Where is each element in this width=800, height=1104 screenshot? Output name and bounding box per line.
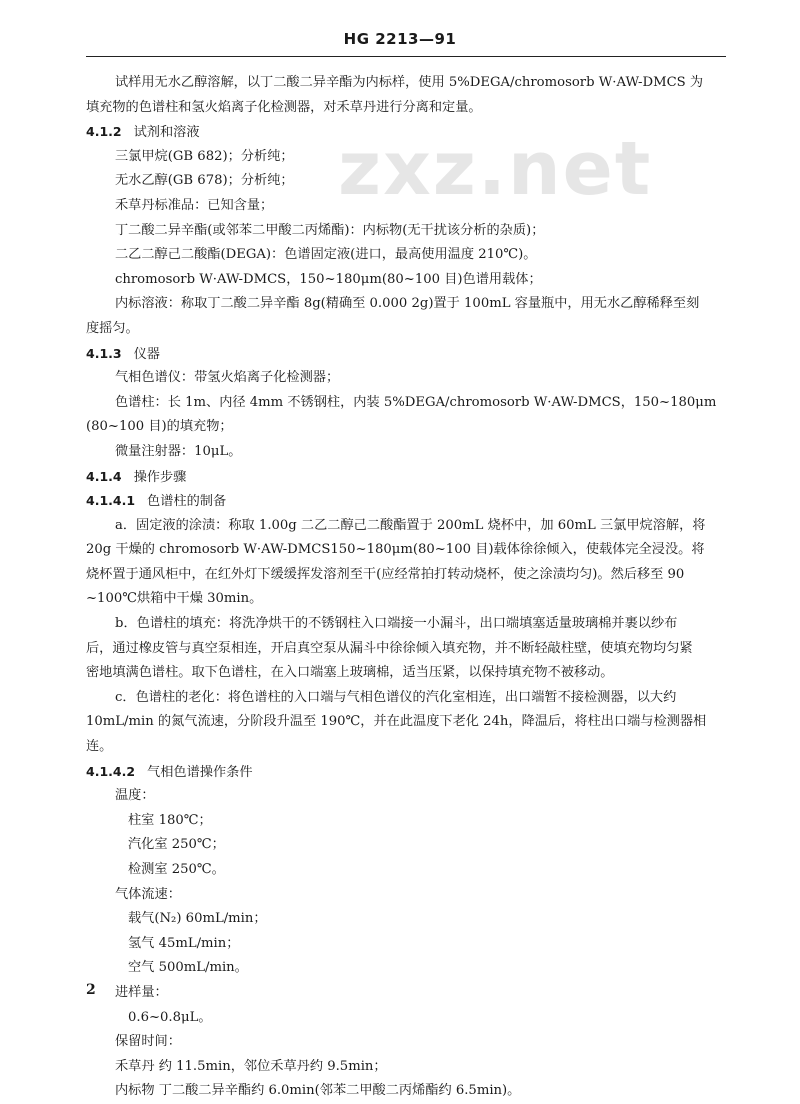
section-title: 气相色谱操作条件 <box>147 764 253 780</box>
retention-item: 内标物 丁二酸二异辛酯约 6.0min(邻苯二甲酸二丙烯酯约 6.5min)。 <box>115 1083 521 1099</box>
step-a-line: a．固定液的涂渍：称取 1.00g 二乙二醇己二酸酯置于 200mL 烧杯中，加 60mL 三氯甲烷溶解，将 <box>115 517 706 533</box>
retention-label: 保留时间： <box>115 1034 181 1050</box>
temperature-item: 柱室 180℃； <box>128 812 212 828</box>
reagent-item: 无水乙醇(GB 678)；分析纯； <box>115 173 294 189</box>
section-heading-4-1-4 <box>86 465 722 490</box>
instrument-item: (80~100 目)的填充物； <box>86 419 233 435</box>
section-heading-4-1-2 <box>86 120 722 145</box>
reagent-item: chromosorb W·AW-DMCS，150~180μm(80~100 目)色谱用载体； <box>115 271 542 287</box>
step-c-line: c．色谱柱的老化：将色谱柱的入口端与气相色谱仪的汽化室相连，出口端暂不接检测器，以大约 <box>115 689 677 705</box>
flow-item: 氢气 45mL/min； <box>128 935 240 951</box>
instrument-item: 色谱柱：长 1m、内径 4mm 不锈钢柱，内装 5%DEGA/chromosorb W·AW-DMCS，150~180μm <box>115 394 717 410</box>
section-heading-4-1-4-1 <box>86 489 722 514</box>
step-c-line: 连。 <box>86 739 113 755</box>
reagent-item: 丁二酸二异辛酯(或邻苯二甲酸二丙烯酯)：内标物(无干扰该分析的杂质)； <box>115 222 545 238</box>
retention-item: 禾草丹 约 11.5min，邻位禾草丹约 9.5min； <box>115 1058 387 1074</box>
page-number: 2 <box>86 982 96 998</box>
temperature-label: 温度： <box>115 788 155 804</box>
flow-item: 载气(N₂) 60mL/min； <box>128 911 267 927</box>
section-heading-4-1-4-2 <box>86 760 722 785</box>
intro-line: 填充物的色谱柱和氢火焰离子化检测器，对禾草丹进行分离和定量。 <box>86 99 482 115</box>
instrument-item: 微量注射器：10μL。 <box>115 443 242 459</box>
step-b-line: 密地填满色谱柱。取下色谱柱，在入口端塞上玻璃棉，适当压紧，以保持填充物不被移动。 <box>86 665 614 681</box>
step-a-line: 烧杯置于通风柜中，在红外灯下缓缓挥发溶剂至干(应经常拍打转动烧杯，使之涂渍均匀)。然后移至 90 <box>86 566 685 582</box>
internal-standard-line: 度摇匀。 <box>86 320 139 336</box>
section-title: 仪器 <box>133 346 160 362</box>
reagent-item: 三氯甲烷(GB 682)；分析纯； <box>115 148 294 164</box>
temperature-item: 汽化室 250℃； <box>128 837 225 853</box>
step-a-line: ~100℃烘箱中干燥 30min。 <box>86 591 263 607</box>
standard-code-header: HG 2213—91 <box>343 30 457 48</box>
internal-standard-line: 内标溶液：称取丁二酸二异辛酯 8g(精确至 0.000 2g)置于 100mL 容量瓶中，用无水乙醇稀释至刻 <box>115 296 700 312</box>
reagent-item: 禾草丹标准品：已知含量； <box>115 197 274 213</box>
section-title: 操作步骤 <box>133 469 187 485</box>
step-c-line: 10mL/min 的氮气流速，分阶段升温至 190℃，并在此温度下老化 24h，降温后，将柱出口端与检测器相 <box>86 714 707 730</box>
instrument-item: 气相色谱仪：带氢火焰离子化检测器； <box>115 370 340 386</box>
injection-label: 进样量： <box>115 984 168 1000</box>
section-number: 4.1.4.1 <box>86 493 136 509</box>
section-title: 试剂和溶液 <box>133 125 200 141</box>
section-number: 4.1.2 <box>86 124 122 140</box>
step-a-line: 20g 干燥的 chromosorb W·AW-DMCS150~180μm(80~100 目)载体徐徐倾入，使载体完全浸没。将 <box>86 542 705 558</box>
document-body <box>86 71 722 1104</box>
header-rule <box>86 56 726 57</box>
intro-line: 试样用无水乙醇溶解，以丁二酸二异辛酯为内标样，使用 5%DEGA/chromosorb W·AW-DMCS 为 <box>115 75 704 90</box>
flow-label: 气体流速： <box>115 886 181 902</box>
step-b-line: b．色谱柱的填充：将洗净烘干的不锈钢柱入口端接一小漏斗，出口端填塞适量玻璃棉并裹以纱布 <box>115 616 678 632</box>
temperature-item: 检测室 250℃。 <box>128 862 225 877</box>
section-title: 色谱柱的制备 <box>147 494 227 510</box>
section-number: 4.1.3 <box>86 345 122 361</box>
section-number: 4.1.4 <box>86 468 122 484</box>
injection-value: 0.6~0.8μL。 <box>128 1009 212 1025</box>
section-number: 4.1.4.2 <box>86 763 136 779</box>
section-heading-4-1-3 <box>86 342 722 367</box>
step-b-line: 后，通过橡皮管与真空泵相连，开启真空泵从漏斗中徐徐倾入填充物，并不断轻敲柱壁，使填充物均匀紧 <box>86 640 693 656</box>
flow-item: 空气 500mL/min。 <box>128 960 248 976</box>
watermark: zxz.net <box>338 126 653 212</box>
reagent-item: 二乙二醇己二酸酯(DEGA)：色谱固定液(进口，最高使用温度 210℃)。 <box>115 247 537 263</box>
